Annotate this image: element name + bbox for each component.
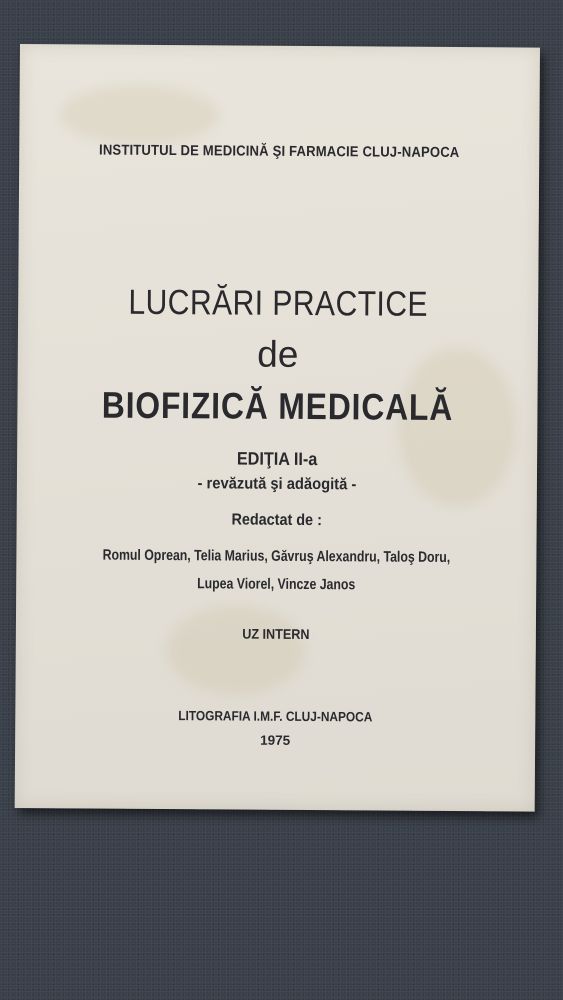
- edition-note: - revăzută şi adăogită -: [197, 475, 357, 494]
- book-cover: [15, 44, 540, 812]
- paper-stain: [165, 605, 306, 696]
- paper-stain: [59, 84, 219, 145]
- edition-label: EDIŢIA II-a: [236, 448, 318, 470]
- institute-name: INSTITUTUL DE MEDICINĂ ŞI FARMACIE CLUJ-NAPOCA: [98, 142, 460, 162]
- title-line-2: de: [257, 333, 299, 375]
- publication-year: 1975: [260, 732, 291, 748]
- printer-name: LITOGRAFIA I.M.F. CLUJ-NAPOCA: [178, 708, 373, 725]
- title-line-1: LUCRĂRI PRACTICE: [128, 282, 429, 324]
- authors-line-2: Lupea Viorel, Vincze Janos: [197, 575, 356, 594]
- usage-label: UZ INTERN: [242, 625, 310, 643]
- title-line-3: BIOFIZICĂ MEDICALĂ: [101, 384, 454, 429]
- edited-by-label: Redactat de :: [231, 511, 322, 530]
- authors-line-1: Romul Oprean, Telia Marius, Găvruş Alexandru, Taloş Doru,: [102, 546, 451, 567]
